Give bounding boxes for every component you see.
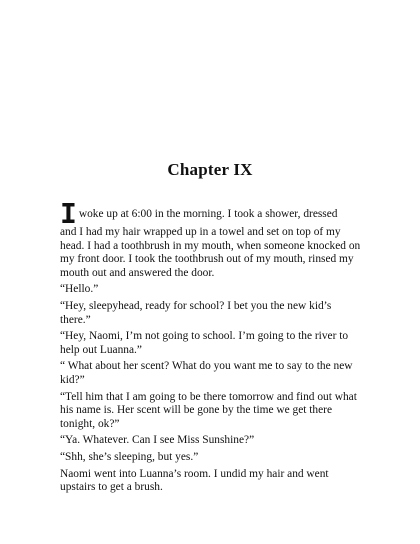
- paragraph-1: [60, 192, 362, 280]
- paragraph-7: “Ya. Whatever. Can I see Miss Sunshine?”: [60, 434, 255, 447]
- paragraph-1-first-line-text: woke up at 6:00 in the morning. I took a shower, dressed: [78, 208, 338, 221]
- paragraph-1-rest: and I had my hair wrapped up in a towel and set on top of my head. I had a toothbrush in my mouth, when someone knocked on my front door. I took the toothbrush out of my mouth, rinsed my mouth out and answered the door.: [60, 226, 361, 279]
- drop-cap: I: [60, 197, 77, 230]
- paragraph-5: “ What about her scent? What do you want me to say to the new kid?”: [60, 360, 353, 386]
- paragraph-1-first-line: [60, 192, 362, 230]
- chapter-text: [60, 192, 362, 498]
- paragraph-9: Naomi went into Luanna’s room. I undid my hair and went upstairs to get a brush.: [60, 467, 329, 494]
- chapter-title: Chapter IX: [167, 160, 253, 179]
- paragraph-6: “Tell him that I am going to be there tomorrow and find out what his name is. Her scent will be gone by the time we get there tonight, ok?”: [60, 390, 357, 430]
- paragraph-3: “Hey, sleepyhead, ready for school? I bet you the new kid’s there.”: [60, 299, 332, 326]
- paragraph-8: “Shh, she’s sleeping, but yes.”: [60, 450, 199, 463]
- paragraph-2: “Hello.”: [60, 283, 99, 296]
- paragraph-4: “Hey, Naomi, I’m not going to school. I’m going to the river to help out Luanna.”: [60, 330, 349, 356]
